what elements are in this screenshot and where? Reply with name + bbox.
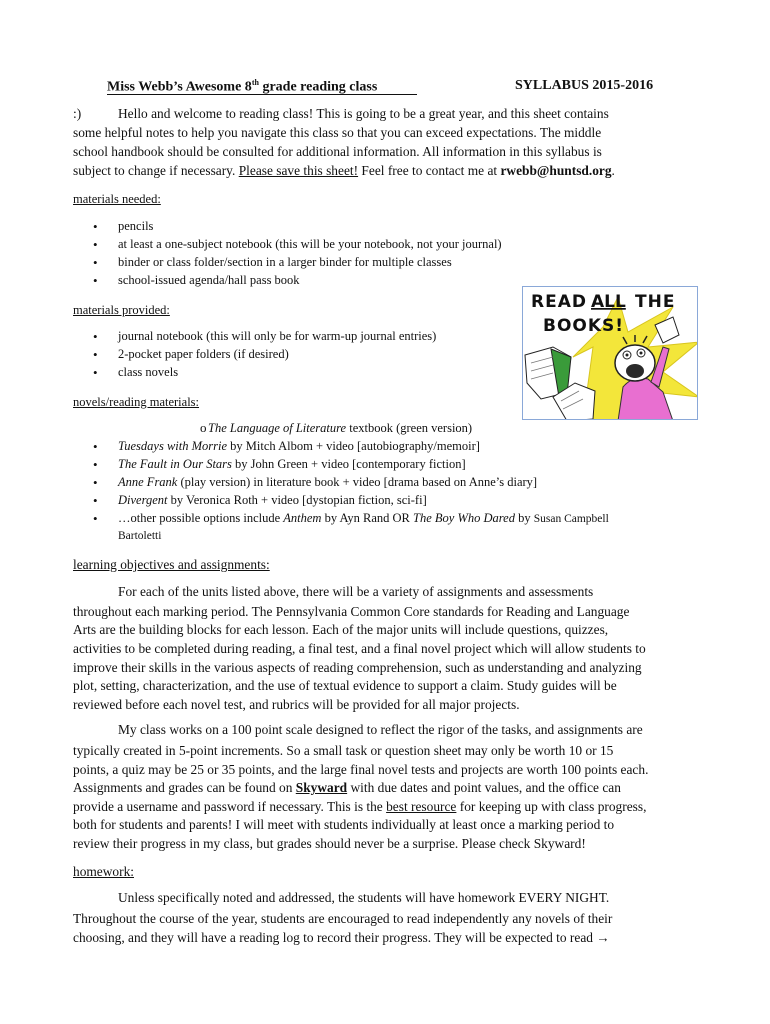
bullet-icon: • <box>93 457 98 472</box>
novel-detail: by Veronica Roth + video [dystopian fiction, sci-fi] <box>167 493 427 507</box>
comic-left-pupil <box>626 354 629 357</box>
teacher-email-link[interactable]: rwebb@huntsd.org <box>500 163 612 178</box>
p2-l5-pre: provide a username and password if necessary. This is the <box>73 799 387 814</box>
intro-line-4 <box>73 161 615 180</box>
skyward-link[interactable]: Skyward <box>295 780 348 795</box>
save-sheet-note: Please save this sheet! <box>238 163 359 178</box>
intro-line-3: school handbook should be consulted for additional information. All information in this syllabus is <box>73 144 602 159</box>
homework-line-text: choosing, and they will have a reading log to record their progress. They will be expected to read <box>73 930 593 945</box>
materials-provided-heading: materials provided: <box>73 303 170 317</box>
novel-title: The Language of Literature <box>208 421 347 435</box>
author-name-part-1: Susan Campbell <box>533 513 609 525</box>
novel-item <box>118 493 427 508</box>
novel-detail: by Mitch Albom + video [autobiography/memoir] <box>227 439 480 453</box>
bullet-icon: • <box>93 439 98 454</box>
materials-provided-item: journal notebook (this will only be for warm-up journal entries) <box>118 329 437 343</box>
intro-line-1: Hello and welcome to reading class! This is going to be a great year, and this sheet contains <box>118 106 609 121</box>
other-options-by: by <box>514 511 534 525</box>
best-resource-emphasis: best resource <box>386 799 457 814</box>
bullet-icon: • <box>93 493 98 508</box>
title-part-2: grade reading class <box>258 79 378 95</box>
intro-l4-pre: subject to change if necessary. <box>73 163 239 178</box>
objectives-p2-line <box>73 778 621 797</box>
novel-detail: (play version) in literature book + video [drama based on Anne’s diary] <box>177 475 538 489</box>
novel-item <box>118 475 537 490</box>
bullet-icon: • <box>93 219 98 234</box>
bullet-icon: • <box>93 237 98 252</box>
novel-title: Anne Frank <box>118 475 178 489</box>
intro-line-2: some helpful notes to help you navigate this class so that you can exceed expectations. The middle <box>73 125 602 140</box>
comic-text-the: THE <box>635 292 676 312</box>
novels-sub-item <box>208 421 472 436</box>
bullet-icon: • <box>93 347 98 362</box>
homework-heading: homework: <box>73 864 134 879</box>
materials-needed-item: pencils <box>118 219 154 233</box>
materials-needed-item: school-issued agenda/hall pass book <box>118 273 300 287</box>
author-name-part-2: Bartoletti <box>118 530 162 542</box>
materials-provided-item: class novels <box>118 365 179 379</box>
objectives-p1-line: improve their skills in the various aspects of reading comprehension, such as understanding and analyzing <box>73 660 642 675</box>
objectives-p1-line: activities to be completed during reading, a final test, and a final novel project which will allow students to <box>73 641 646 656</box>
bullet-icon: • <box>93 329 98 344</box>
objectives-p1-line: For each of the units listed above, there will be a variety of assignments and assessments <box>118 584 594 599</box>
novel-item <box>118 439 480 454</box>
objectives-heading: learning objectives and assignments: <box>73 557 270 572</box>
materials-provided-item: 2-pocket paper folders (if desired) <box>118 347 289 361</box>
objectives-p2-line <box>73 797 646 816</box>
page-title <box>107 78 377 96</box>
bullet-icon: • <box>93 475 98 490</box>
materials-needed-item: at least a one-subject notebook (this will be your notebook, not your journal) <box>118 237 502 251</box>
read-all-the-books-comic <box>522 286 698 420</box>
bullet-icon: • <box>93 511 98 526</box>
novel-item <box>118 457 466 472</box>
objectives-p2-line: review their progress in my class, but grades should never be a surprise. Please check Skyward! <box>73 836 586 851</box>
comic-text-all: ALL <box>591 292 626 312</box>
bullet-icon: • <box>93 365 98 380</box>
title-underline <box>107 94 417 95</box>
intro-l4-end: . <box>611 163 615 178</box>
homework-line: Throughout the course of the year, students are encouraged to read independently any novels of their <box>73 911 613 926</box>
materials-needed-heading: materials needed: <box>73 192 161 206</box>
objectives-p1-line: plot, setting, characterization, and the use of textual evidence to support a claim. Study guides will be <box>73 678 617 693</box>
intro-smiley: :) <box>73 106 82 121</box>
p2-l4-pre: Assignments and grades can be found on <box>73 780 296 795</box>
title-superscript: th <box>251 78 259 87</box>
novel-item-other-options <box>118 511 609 526</box>
novel-title: The Boy Who Dared <box>413 511 515 525</box>
sub-bullet-marker: o <box>200 420 207 435</box>
objectives-p1-line: reviewed before each novel test, and rubrics will be provided for all major projects. <box>73 697 520 712</box>
p2-l5-post: for keeping up with class progress, <box>456 799 647 814</box>
novel-title: Tuesdays with Morrie <box>118 439 228 453</box>
novel-detail: by John Green + video [contemporary fiction] <box>231 457 466 471</box>
comic-open-mouth <box>626 364 644 378</box>
novel-title: The Fault in Our Stars <box>118 457 232 471</box>
objectives-p2-line: typically created in 5-point increments. So a small task or question sheet may only be worth 10 or 15 <box>73 743 614 758</box>
materials-needed-item: binder or class folder/section in a larger binder for multiple classes <box>118 255 452 269</box>
other-options-mid: by Ayn Rand OR <box>321 511 414 525</box>
novel-title: Divergent <box>118 493 168 507</box>
novels-heading: novels/reading materials: <box>73 395 200 409</box>
bullet-icon: • <box>93 273 98 288</box>
bullet-icon: • <box>93 255 98 270</box>
syllabus-year: SYLLABUS 2015-2016 <box>515 78 654 93</box>
p2-l4-post: with due dates and point values, and the office can <box>347 780 621 795</box>
objectives-p2-line: both for students and parents! I will meet with students individually at least once a marking period to <box>73 817 615 832</box>
objectives-p2-line: points, a quiz may be 25 or 35 points, and the large final novel tests and projects are worth 100 points each. <box>73 762 649 777</box>
comic-text-read: READ <box>531 292 587 312</box>
objectives-p1-line: throughout each marking period. The Pennsylvania Common Core standards for Reading and Language <box>73 604 630 619</box>
intro-l4-mid: Feel free to contact me at <box>358 163 501 178</box>
other-options-text: …other possible options include <box>118 511 284 525</box>
objectives-p1-line: Arts are the building blocks for each lesson. Each of the major units will include questions, quizzes, <box>73 622 609 637</box>
novel-title: Anthem <box>283 511 322 525</box>
right-arrow-icon: → <box>596 930 610 945</box>
homework-line: Unless specifically noted and addressed, the students will have homework EVERY NIGHT. <box>118 890 610 905</box>
comic-text-books: BOOKS! <box>543 316 625 336</box>
objectives-p2-line: My class works on a 100 point scale designed to reflect the rigor of the tasks, and assignments are <box>118 722 643 737</box>
novel-detail: textbook (green version) <box>346 421 473 435</box>
comic-right-pupil <box>640 352 643 355</box>
comic-illustration <box>523 287 698 420</box>
homework-line <box>73 928 610 947</box>
title-part-1: Miss Webb’s Awesome 8 <box>107 79 252 95</box>
